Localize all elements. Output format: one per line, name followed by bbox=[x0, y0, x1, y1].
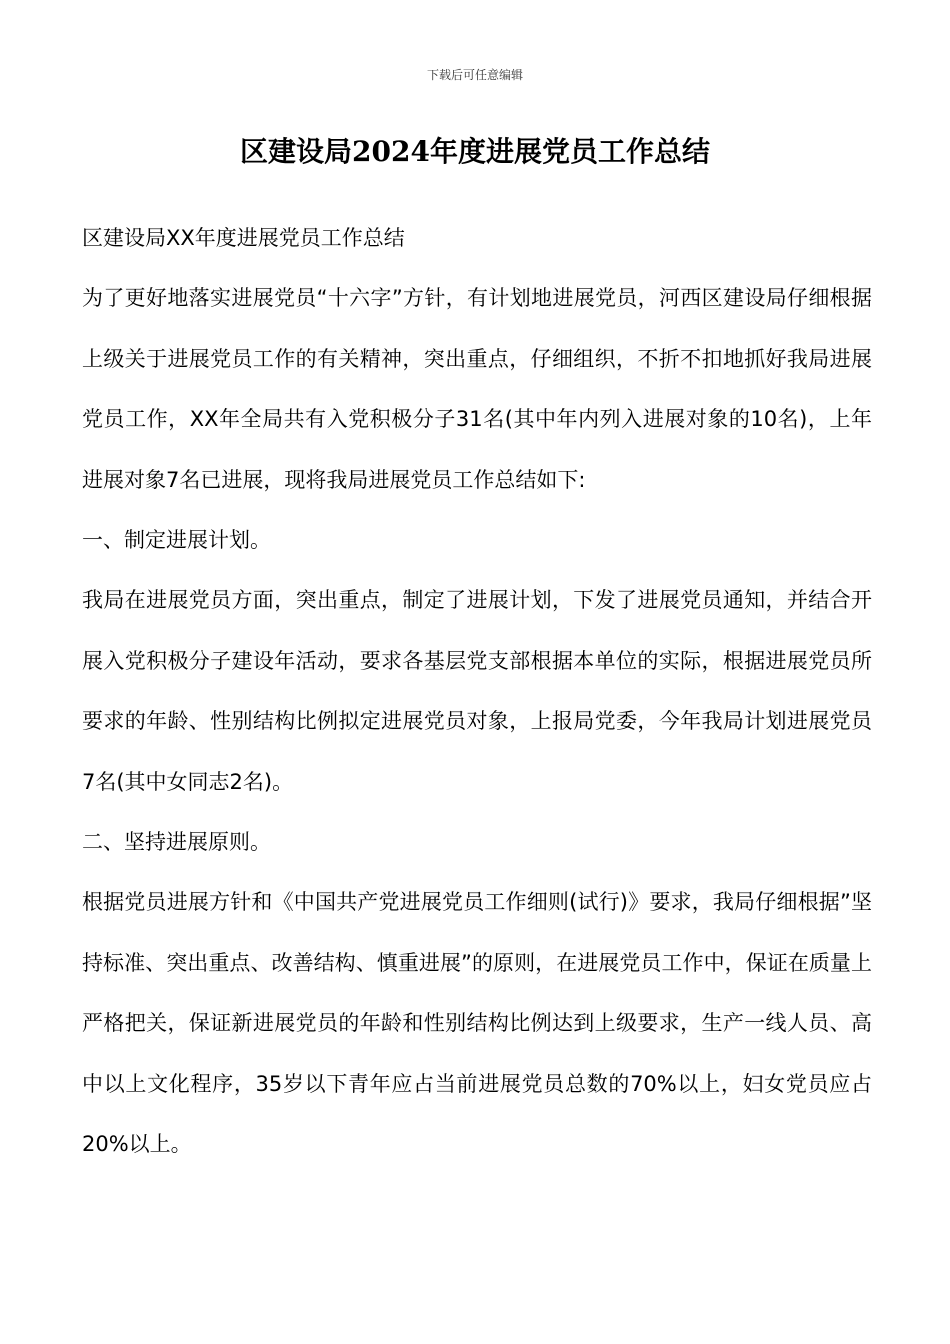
document-title: 区建设局2024年度进展党员工作总结 bbox=[240, 135, 710, 168]
section-heading-1: 一、制定进展计划。 bbox=[82, 528, 271, 553]
intro-paragraph: 为了更好地落实进展党员“十六字”方针，有计划地进展党员，河西区建设局仔细根据上级关于进展党员工作的有关精神，突出重点，仔细组织，不折不扣地抓好我局进展党员工作，XX年全局共有入党积极分子31名(其中年内列入进展对象的10名)，上年进展对象7名已进展，现将我局进展党员工作总结如下: bbox=[82, 286, 872, 492]
header-note: 下载后可任意编辑 bbox=[426, 68, 523, 82]
document-body bbox=[82, 208, 872, 1175]
section-2-paragraph: 根据党员进展方针和《中国共产党进展党员工作细则(试行)》要求，我局仔细根据”坚持标准、突出重点、改善结构、慎重进展”的原则，在进展党员工作中，保证在质量上严格把关，保证新进展党员的年龄和性别结构比例达到上级要求，生产一线人员、高中以上文化程序，35岁以下青年应占当前进展党员总数的70%以上，妇女党员应占20%以上。 bbox=[82, 890, 872, 1157]
section-1-paragraph: 我局在进展党员方面，突出重点，制定了进展计划，下发了进展党员通知，并结合开展入党积极分子建设年活动，要求各基层党支部根据本单位的实际，根据进展党员所要求的年龄、性别结构比例拟定进展党员对象，上报局党委，今年我局计划进展党员7名(其中女同志2名)。 bbox=[82, 588, 872, 794]
section-heading-2: 二、坚持进展原则。 bbox=[82, 830, 271, 855]
subtitle-paragraph: 区建设局XX年度进展党员工作总结 bbox=[82, 226, 405, 250]
